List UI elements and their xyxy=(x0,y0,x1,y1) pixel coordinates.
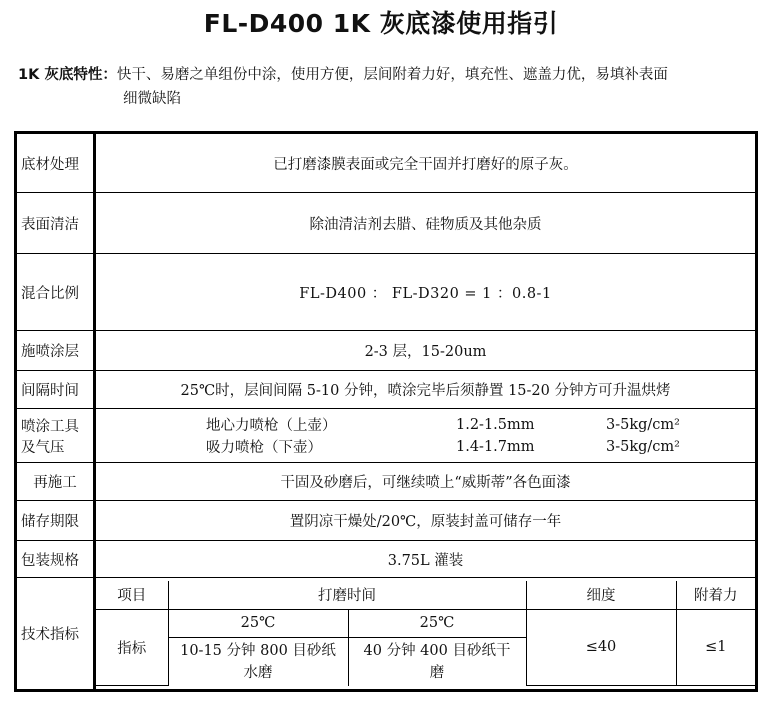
tech-temp-b: 25℃ xyxy=(348,609,526,637)
row-value-storage: 置阴凉干燥处/20℃，原装封盖可储存一年 xyxy=(95,501,757,541)
table-row xyxy=(16,254,757,331)
row-value-interval: 25℃时，层间间隔 5-10 分钟，喷涂完毕后须静置 15-20 分钟方可升温烘烤 xyxy=(95,371,757,409)
row-label-substrate: 底材处理 xyxy=(16,133,95,193)
tech-adhesion-value: ≤1 xyxy=(676,609,755,686)
row-label-reapply: 再施工 xyxy=(16,463,95,501)
tech-header-fineness: 细度 xyxy=(526,581,676,609)
tech-temp-row xyxy=(96,609,755,637)
feature-text-line2: 细微缺陷 xyxy=(123,91,181,107)
table-row xyxy=(16,133,757,193)
tech-spec-table xyxy=(96,581,755,686)
table-row xyxy=(16,578,757,691)
row-value-mix: FL-D400 ： FL-D320 = 1 ：0.8-1 xyxy=(95,254,757,331)
spray-pressure-2: 3-5kg/cm² xyxy=(606,438,680,455)
row-value-layers: 2-3 层，15-20um xyxy=(95,331,757,371)
row-label-cleaning: 表面清洁 xyxy=(16,193,95,254)
tech-header-adhesion: 附着力 xyxy=(676,581,755,609)
spray-tool-2: 吸力喷枪（下壶） xyxy=(206,440,322,456)
row-label-packing: 包装规格 xyxy=(16,541,95,578)
spray-line-1 xyxy=(96,414,755,436)
feature-text-line1: 快干、易磨之单组份中涂，使用方便，层间附着力好，填充性、遮盖力优，易填补表面 xyxy=(116,67,668,83)
tech-header-row xyxy=(96,581,755,609)
tech-fineness-value: ≤40 xyxy=(526,609,676,686)
tech-sanding-b: 40 分钟 400 目砂纸干磨 xyxy=(348,637,526,686)
row-value-packing: 3.75L 灌装 xyxy=(95,541,757,578)
row-label-mix: 混合比例 xyxy=(16,254,95,331)
spray-nozzle-2: 1.4-1.7mm xyxy=(456,438,535,455)
spray-tool-1: 地心力喷枪（上壶） xyxy=(206,418,337,434)
table-row xyxy=(16,409,757,463)
row-value-cleaning: 除油清洁剂去腊、硅物质及其他杂质 xyxy=(95,193,757,254)
feature-description xyxy=(18,63,748,111)
row-value-substrate: 已打磨漆膜表面或完全干固并打磨好的原子灰。 xyxy=(95,133,757,193)
table-row xyxy=(16,463,757,501)
row-label-layers: 施喷涂层 xyxy=(16,331,95,371)
tech-spec-cell xyxy=(95,578,757,691)
spray-label-line1: 喷涂工具 xyxy=(21,418,79,435)
tech-header-sanding-time: 打磨时间 xyxy=(168,581,526,609)
tech-sanding-a: 10-15 分钟 800 目砂纸水磨 xyxy=(168,637,348,686)
feature-label: 1K 灰底特性： xyxy=(18,67,117,83)
table-row xyxy=(16,193,757,254)
spray-line-2 xyxy=(96,436,755,458)
tech-temp-a: 25℃ xyxy=(168,609,348,637)
spec-table xyxy=(14,131,758,692)
table-row xyxy=(16,331,757,371)
table-row xyxy=(16,371,757,409)
table-row xyxy=(16,501,757,541)
tech-header-item: 项目 xyxy=(96,581,168,609)
row-label-storage: 储存期限 xyxy=(16,501,95,541)
row-label-spray xyxy=(16,409,95,463)
spray-nozzle-1: 1.2-1.5mm xyxy=(456,416,535,433)
row-value-reapply: 干固及砂磨后，可继续喷上“威斯蒂”各色面漆 xyxy=(95,463,757,501)
tech-index-label: 指标 xyxy=(96,609,168,686)
row-value-spray xyxy=(95,409,757,463)
row-label-tech: 技术指标 xyxy=(16,578,95,691)
row-label-interval: 间隔时间 xyxy=(16,371,95,409)
spray-pressure-1: 3-5kg/cm² xyxy=(606,416,680,433)
table-row xyxy=(16,541,757,578)
page-title: FL-D400 1K 灰底漆使用指引 xyxy=(203,9,559,38)
spray-label-line2: 及气压 xyxy=(21,439,65,456)
